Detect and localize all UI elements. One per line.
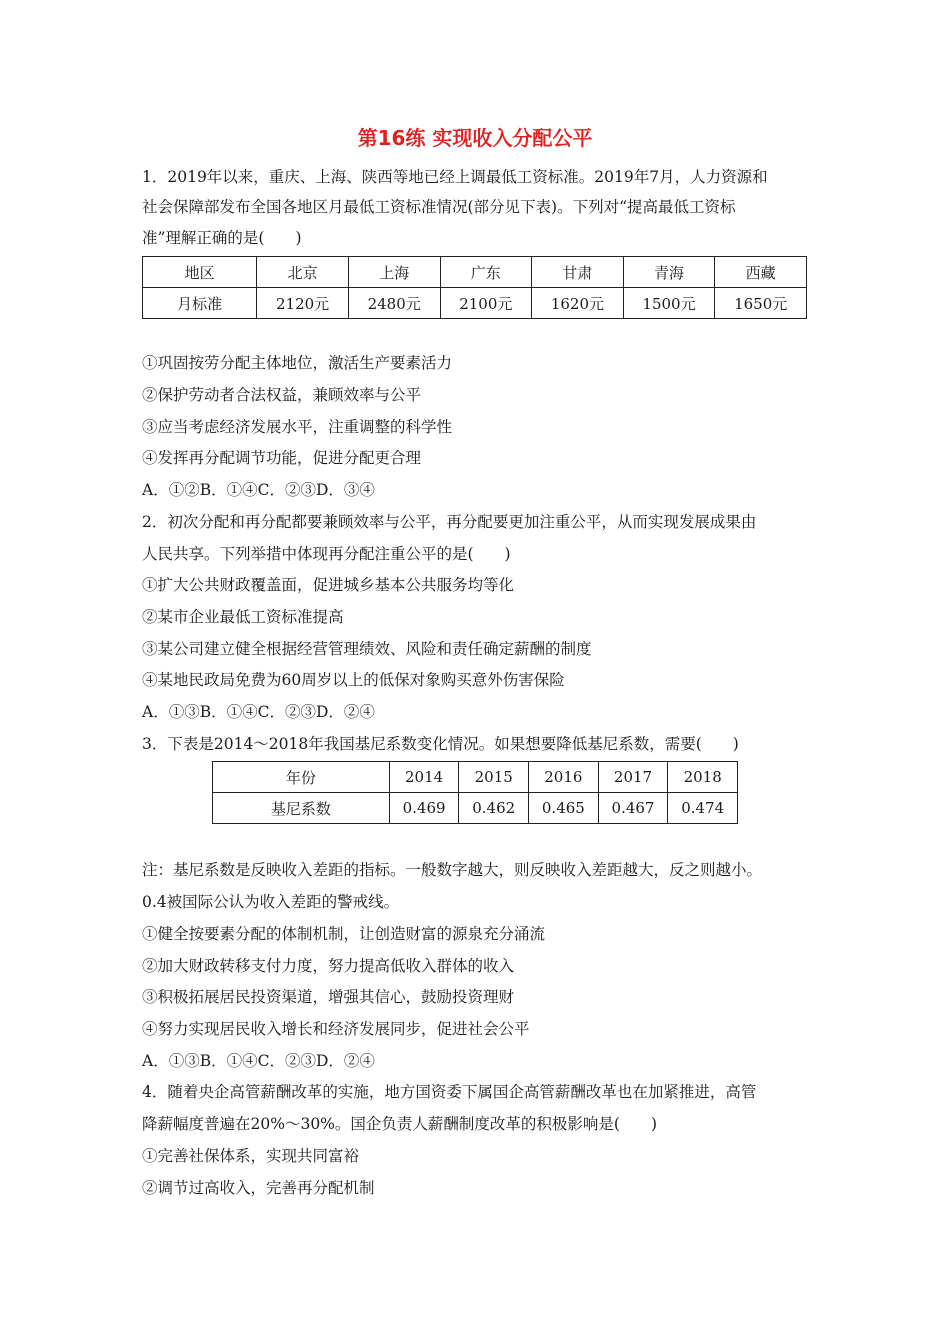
q3-answer-choices: A．①③B．①④C．②③D．②④ — [142, 1052, 375, 1070]
table-cell: 1650元 — [715, 288, 807, 319]
table-cell: 1500元 — [623, 288, 715, 319]
q2-option-3: ③某公司建立健全根据经营管理绩效、风险和责任确定薪酬的制度 — [142, 640, 592, 658]
q2-stem-line-2: 人民共享。下列举措中体现再分配注重公平的是( ) — [142, 545, 511, 563]
table-row — [213, 762, 738, 793]
q3-option-4: ④努力实现居民收入增长和经济发展同步，促进社会公平 — [142, 1020, 530, 1038]
table-cell: 1620元 — [532, 288, 624, 319]
table-cell: 2017 — [598, 762, 668, 793]
table-cell: 上海 — [348, 257, 440, 288]
q4-option-2: ②调节过高收入，完善再分配机制 — [142, 1179, 375, 1197]
q3-stem: 3．下表是2014～2018年我国基尼系数变化情况。如果想要降低基尼系数，需要( ) — [142, 735, 739, 753]
table-cell: 2480元 — [348, 288, 440, 319]
table-cell: 2100元 — [440, 288, 532, 319]
q3-option-3: ③积极拓展居民投资渠道，增强其信心，鼓励投资理财 — [142, 988, 515, 1006]
q1-answer-choices: A．①②B．①④C．②③D．③④ — [142, 481, 375, 499]
q1-option-2: ②保护劳动者合法权益，兼顾效率与公平 — [142, 386, 422, 404]
q4-stem-line-2: 降薪幅度普遍在20%～30%。国企负责人薪酬制度改革的积极影响是( ) — [142, 1115, 657, 1133]
table-row — [143, 257, 807, 288]
table-row — [143, 288, 807, 319]
q2-option-4: ④某地民政局免费为60周岁以上的低保对象购买意外伤害保险 — [142, 671, 565, 689]
q3-option-1: ①健全按要素分配的体制机制，让创造财富的源泉充分涌流 — [142, 925, 546, 943]
table-row — [213, 793, 738, 824]
q4-stem-line-1: 4．随着央企高管薪酬改革的实施，地方国资委下属国企高管薪酬改革也在加紧推进，高管 — [142, 1083, 757, 1101]
q3-gini-table — [212, 761, 738, 824]
q2-option-2: ②某市企业最低工资标准提高 — [142, 608, 344, 626]
table-cell: 广东 — [440, 257, 532, 288]
q4-option-1: ①完善社保体系，实现共同富裕 — [142, 1147, 360, 1165]
q2-answer-choices: A．①③B．①④C．②③D．②④ — [142, 703, 375, 721]
table-cell: 2015 — [459, 762, 529, 793]
table-cell: 年份 — [213, 762, 390, 793]
table-cell: 0.462 — [459, 793, 529, 824]
table-cell: 2120元 — [257, 288, 349, 319]
table-cell: 西藏 — [715, 257, 807, 288]
q1-stem-line-1: 1．2019年以来，重庆、上海、陕西等地已经上调最低工资标准。2019年7月，人力资源和 — [142, 168, 768, 186]
table-cell: 2014 — [389, 762, 459, 793]
table-cell: 0.465 — [529, 793, 599, 824]
table-cell: 基尼系数 — [213, 793, 390, 824]
table-cell: 0.474 — [668, 793, 738, 824]
table-cell: 0.469 — [389, 793, 459, 824]
table-cell: 月标准 — [143, 288, 257, 319]
q3-note-line-2: 0.4被国际公认为收入差距的警戒线。 — [142, 893, 400, 911]
table-cell: 2016 — [529, 762, 599, 793]
q1-stem-line-3: 准”理解正确的是( ) — [142, 229, 302, 247]
q1-option-3: ③应当考虑经济发展水平，注重调整的科学性 — [142, 418, 453, 436]
table-cell: 地区 — [143, 257, 257, 288]
table-cell: 青海 — [623, 257, 715, 288]
table-cell: 2018 — [668, 762, 738, 793]
q3-note-line-1: 注：基尼系数是反映收入差距的指标。一般数字越大，则反映收入差距越大，反之则越小。 — [142, 861, 763, 879]
q2-stem-line-1: 2．初次分配和再分配都要兼顾效率与公平，再分配要更加注重公平，从而实现发展成果由 — [142, 513, 757, 531]
q1-wage-table — [142, 256, 807, 319]
table-cell: 甘肃 — [532, 257, 624, 288]
q1-option-4: ④发挥再分配调节功能，促进分配更合理 — [142, 449, 422, 467]
page-title: 第16练 实现收入分配公平 — [357, 126, 593, 150]
table-cell: 0.467 — [598, 793, 668, 824]
q1-option-1: ①巩固按劳分配主体地位，激活生产要素活力 — [142, 354, 453, 372]
q1-stem-line-2: 社会保障部发布全国各地区月最低工资标准情况(部分见下表)。下列对“提高最低工资标 — [142, 198, 736, 216]
q2-option-1: ①扩大公共财政覆盖面，促进城乡基本公共服务均等化 — [142, 576, 515, 594]
q3-option-2: ②加大财政转移支付力度，努力提高低收入群体的收入 — [142, 957, 515, 975]
table-cell: 北京 — [257, 257, 349, 288]
